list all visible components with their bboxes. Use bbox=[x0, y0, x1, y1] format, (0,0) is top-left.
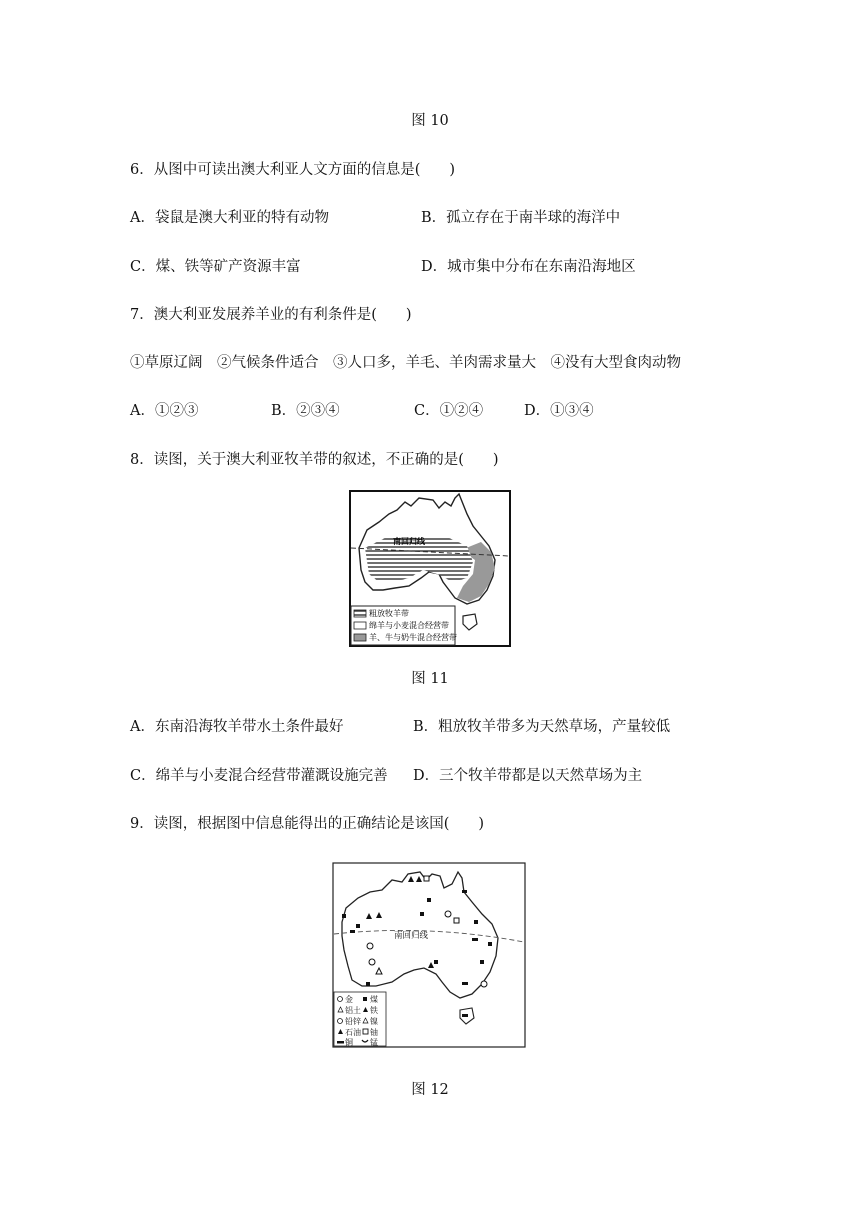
figure-10-caption: 图 10 bbox=[411, 113, 449, 129]
legend-swatch-extensive bbox=[354, 610, 366, 617]
question-7-option-d: D．①③④ bbox=[524, 403, 594, 419]
question-7-conditions: ①草原辽阔 ②气候条件适合 ③人口多，羊毛、羊肉需求量大 ④没有大型食肉动物 bbox=[130, 355, 681, 371]
legend-iron: 铁 bbox=[370, 1006, 378, 1015]
legend-swatch-mixed bbox=[354, 634, 366, 641]
question-6-option-c: C．煤、铁等矿产资源丰富 bbox=[130, 259, 301, 275]
figure-12-map bbox=[332, 862, 526, 1048]
legend-coal-icon bbox=[363, 997, 367, 1001]
legend-uranium-icon bbox=[363, 1029, 368, 1034]
question-8-option-d: D．三个牧羊带都是以天然草场为主 bbox=[413, 768, 643, 784]
question-7-option-a: A．①②③ bbox=[130, 403, 199, 419]
legend-label-wheat: 绵羊与小麦混合经营带 bbox=[369, 621, 449, 630]
question-7-option-c: C．①②④ bbox=[414, 403, 484, 419]
question-6-option-d: D．城市集中分布在东南沿海地区 bbox=[421, 259, 636, 275]
question-8-stem: 8．读图，关于澳大利亚牧羊带的叙述，不正确的是( ) bbox=[130, 452, 499, 468]
figure-11-map bbox=[349, 490, 511, 647]
figure-12-caption: 图 12 bbox=[411, 1082, 449, 1098]
legend-leadzinc: 铅锌 bbox=[345, 1017, 361, 1026]
legend-coal: 煤 bbox=[370, 995, 378, 1004]
question-7-stem: 7．澳大利亚发展养羊业的有利条件是( ) bbox=[130, 307, 412, 323]
legend-uranium: 铀 bbox=[370, 1028, 378, 1037]
legend-nickel: 镍 bbox=[370, 1017, 378, 1026]
tropic-label: 南回归线 bbox=[393, 536, 425, 546]
legend-copper: 铜 bbox=[345, 1038, 353, 1047]
question-8-option-c: C．绵羊与小麦混合经营带灌溉设施完善 bbox=[130, 768, 388, 784]
legend-manganese: 锰 bbox=[370, 1038, 378, 1047]
legend-gold: 金 bbox=[345, 995, 353, 1004]
legend-label-extensive: 粗放牧羊带 bbox=[369, 609, 409, 618]
question-6-option-b: B．孤立存在于南半球的海洋中 bbox=[421, 210, 621, 226]
legend-copper-icon bbox=[337, 1041, 344, 1044]
question-8-option-b: B．粗放牧羊带多为天然草场，产量较低 bbox=[413, 719, 671, 735]
figure-11-caption: 图 11 bbox=[411, 671, 449, 687]
legend-gold-icon bbox=[338, 997, 343, 1002]
legend-label-mixed: 羊、牛与奶牛混合经营带 bbox=[369, 633, 457, 642]
tropic-label: 南回归线 bbox=[394, 931, 429, 941]
question-6-stem: 6．从图中可读出澳大利亚人文方面的信息是( ) bbox=[130, 162, 456, 178]
legend-swatch-wheat bbox=[354, 622, 366, 629]
question-6-option-a: A．袋鼠是澳大利亚的特有动物 bbox=[130, 210, 329, 226]
question-8-option-a: A．东南沿海牧羊带水土条件最好 bbox=[130, 719, 344, 735]
question-7-option-b: B．②③④ bbox=[271, 403, 340, 419]
question-9-stem: 9．读图，根据图中信息能得出的正确结论是该国( ) bbox=[130, 816, 485, 832]
legend-leadzinc-icon bbox=[338, 1019, 343, 1024]
legend-oil: 石油 bbox=[345, 1028, 361, 1037]
legend-bauxite: 铝土 bbox=[345, 1006, 361, 1015]
